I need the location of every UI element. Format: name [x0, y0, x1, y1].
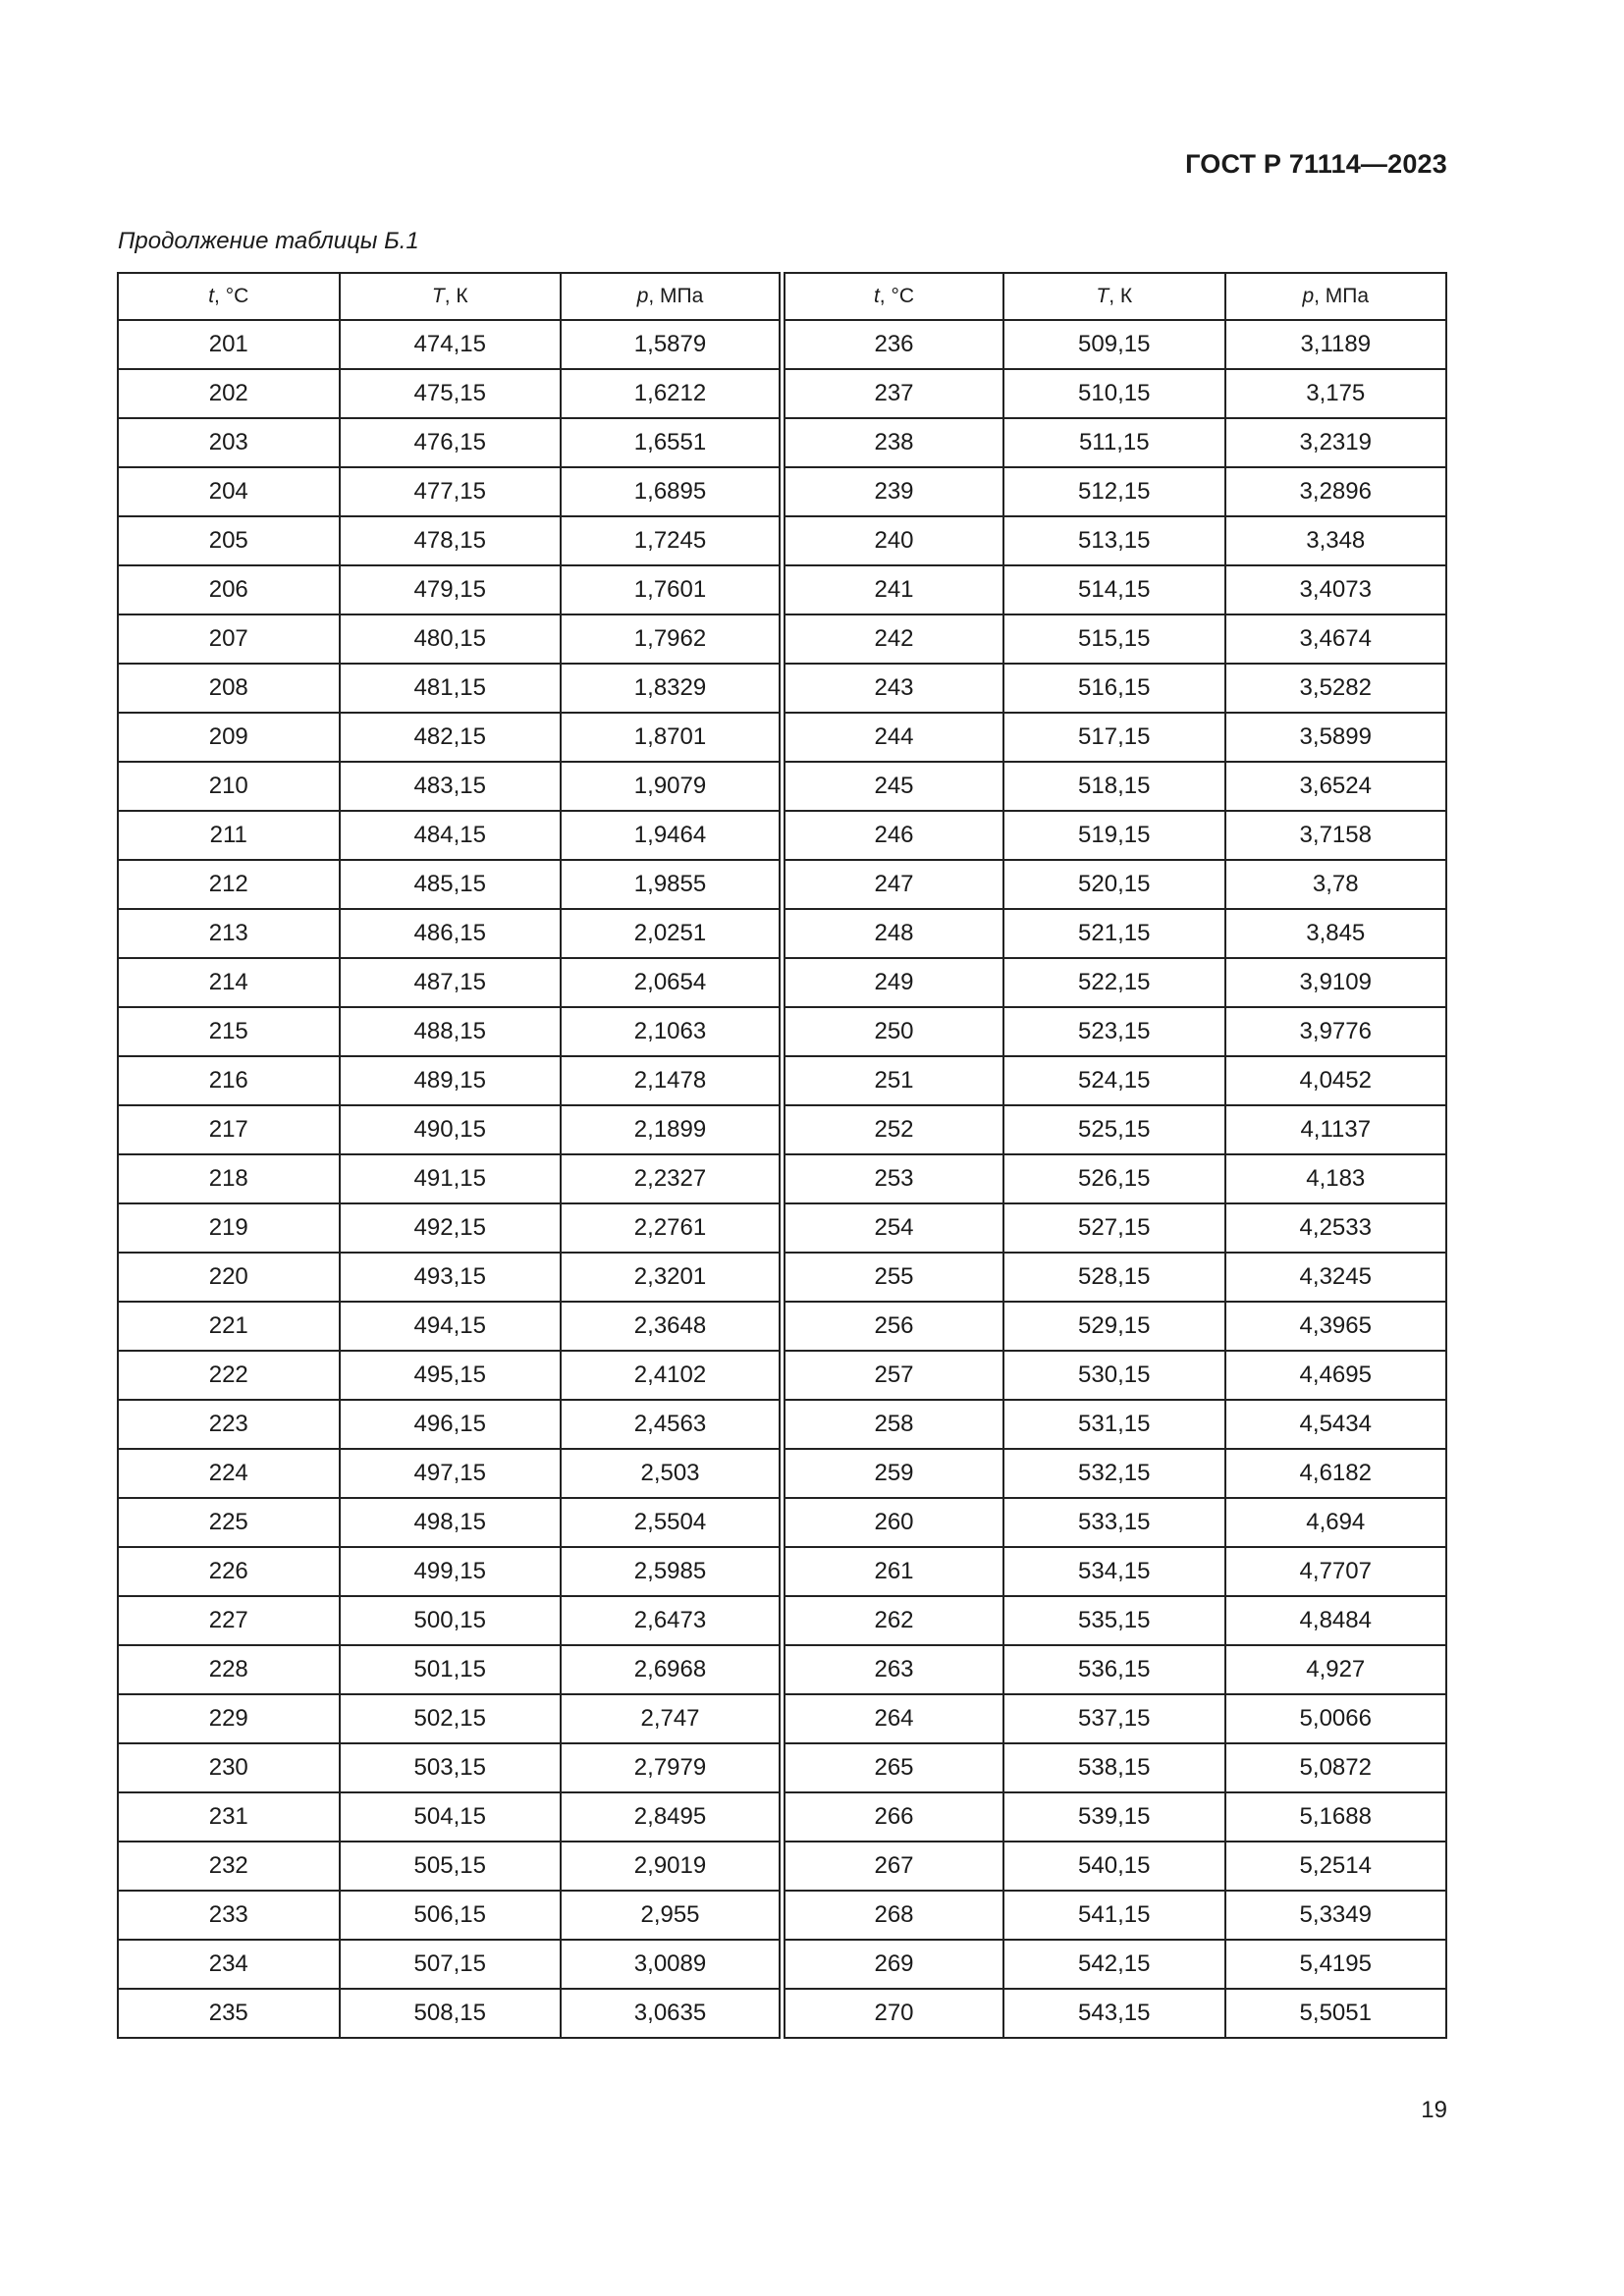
- table-cell-T-kelvin: 514,15: [1003, 565, 1225, 614]
- table-row: [118, 1351, 1446, 1400]
- table-cell-T-kelvin: 517,15: [1003, 713, 1225, 762]
- table-cell-t-celsius: 220: [118, 1253, 340, 1302]
- table-cell-p-mpa: 2,3648: [561, 1302, 783, 1351]
- table-cell-p-mpa: 4,1137: [1225, 1105, 1447, 1154]
- table-cell-t-celsius: 236: [783, 320, 1004, 369]
- table-cell-t-celsius: 249: [783, 958, 1004, 1007]
- column-symbol: p: [1302, 285, 1315, 307]
- table-cell-T-kelvin: 541,15: [1003, 1891, 1225, 1940]
- table-cell-t-celsius: 214: [118, 958, 340, 1007]
- table-cell-p-mpa: 4,6182: [1225, 1449, 1447, 1498]
- table-cell-p-mpa: 4,3965: [1225, 1302, 1447, 1351]
- table-cell-T-kelvin: 487,15: [340, 958, 562, 1007]
- table-cell-T-kelvin: 528,15: [1003, 1253, 1225, 1302]
- table-cell-T-kelvin: 507,15: [340, 1940, 562, 1989]
- table-cell-T-kelvin: 503,15: [340, 1743, 562, 1792]
- table-cell-T-kelvin: 543,15: [1003, 1989, 1225, 2038]
- column-header-p-mpa: [1225, 273, 1447, 320]
- table-cell-T-kelvin: 531,15: [1003, 1400, 1225, 1449]
- table-cell-T-kelvin: 484,15: [340, 811, 562, 860]
- table-caption: Продолжение таблицы Б.1: [118, 228, 419, 254]
- table-cell-T-kelvin: 483,15: [340, 762, 562, 811]
- table-cell-T-kelvin: 520,15: [1003, 860, 1225, 909]
- table-cell-t-celsius: 267: [783, 1842, 1004, 1891]
- table-cell-t-celsius: 266: [783, 1792, 1004, 1842]
- table-cell-t-celsius: 208: [118, 664, 340, 713]
- table-row: [118, 958, 1446, 1007]
- table-cell-p-mpa: 3,175: [1225, 369, 1447, 418]
- table-cell-t-celsius: 223: [118, 1400, 340, 1449]
- table-cell-p-mpa: 3,9776: [1225, 1007, 1447, 1056]
- table-cell-p-mpa: 5,0066: [1225, 1694, 1447, 1743]
- table-cell-t-celsius: 270: [783, 1989, 1004, 2038]
- table-row: [118, 1989, 1446, 2038]
- table-cell-T-kelvin: 486,15: [340, 909, 562, 958]
- table-cell-t-celsius: 234: [118, 1940, 340, 1989]
- table-cell-p-mpa: 2,5504: [561, 1498, 783, 1547]
- table-row: [118, 1596, 1446, 1645]
- column-header-t-celsius: [783, 273, 1004, 320]
- table-row: [118, 664, 1446, 713]
- table-cell-p-mpa: 4,7707: [1225, 1547, 1447, 1596]
- table-cell-p-mpa: 3,4073: [1225, 565, 1447, 614]
- table-cell-T-kelvin: 530,15: [1003, 1351, 1225, 1400]
- column-header-t-celsius: [118, 273, 340, 320]
- document-code: ГОСТ Р 71114—2023: [1185, 149, 1447, 179]
- table-cell-T-kelvin: 509,15: [1003, 320, 1225, 369]
- table-cell-t-celsius: 251: [783, 1056, 1004, 1105]
- table-cell-p-mpa: 4,3245: [1225, 1253, 1447, 1302]
- table-cell-T-kelvin: 493,15: [340, 1253, 562, 1302]
- column-unit: , °C: [879, 285, 915, 307]
- table-cell-T-kelvin: 532,15: [1003, 1449, 1225, 1498]
- table-cell-t-celsius: 222: [118, 1351, 340, 1400]
- table-cell-p-mpa: 1,8329: [561, 664, 783, 713]
- table-cell-T-kelvin: 542,15: [1003, 1940, 1225, 1989]
- table-row: [118, 811, 1446, 860]
- table-cell-p-mpa: 5,4195: [1225, 1940, 1447, 1989]
- table-cell-t-celsius: 216: [118, 1056, 340, 1105]
- table-row: [118, 1694, 1446, 1743]
- table-cell-T-kelvin: 505,15: [340, 1842, 562, 1891]
- table-row: [118, 1547, 1446, 1596]
- table-cell-T-kelvin: 521,15: [1003, 909, 1225, 958]
- table-cell-p-mpa: 2,2761: [561, 1203, 783, 1253]
- table-cell-p-mpa: 2,6473: [561, 1596, 783, 1645]
- table-cell-t-celsius: 243: [783, 664, 1004, 713]
- table-row: [118, 1645, 1446, 1694]
- table-cell-p-mpa: 1,9079: [561, 762, 783, 811]
- table-cell-p-mpa: 5,0872: [1225, 1743, 1447, 1792]
- table-row: [118, 1891, 1446, 1940]
- table-cell-p-mpa: 3,845: [1225, 909, 1447, 958]
- table-cell-t-celsius: 209: [118, 713, 340, 762]
- table-cell-t-celsius: 263: [783, 1645, 1004, 1694]
- table-cell-t-celsius: 269: [783, 1940, 1004, 1989]
- column-unit: , МПа: [648, 285, 704, 307]
- table-cell-t-celsius: 219: [118, 1203, 340, 1253]
- table-cell-T-kelvin: 522,15: [1003, 958, 1225, 1007]
- table-row: [118, 909, 1446, 958]
- table-cell-t-celsius: 258: [783, 1400, 1004, 1449]
- table-cell-p-mpa: 5,5051: [1225, 1989, 1447, 2038]
- table-cell-p-mpa: 3,0089: [561, 1940, 783, 1989]
- table-cell-t-celsius: 217: [118, 1105, 340, 1154]
- table-cell-T-kelvin: 540,15: [1003, 1842, 1225, 1891]
- table-cell-p-mpa: 2,1478: [561, 1056, 783, 1105]
- table-cell-T-kelvin: 511,15: [1003, 418, 1225, 467]
- table-cell-T-kelvin: 497,15: [340, 1449, 562, 1498]
- table-cell-t-celsius: 268: [783, 1891, 1004, 1940]
- table-cell-T-kelvin: 491,15: [340, 1154, 562, 1203]
- table-row: [118, 516, 1446, 565]
- table-cell-t-celsius: 264: [783, 1694, 1004, 1743]
- table-cell-t-celsius: 226: [118, 1547, 340, 1596]
- table-cell-T-kelvin: 506,15: [340, 1891, 562, 1940]
- table-cell-p-mpa: 2,6968: [561, 1645, 783, 1694]
- table-cell-p-mpa: 2,0251: [561, 909, 783, 958]
- table-cell-t-celsius: 215: [118, 1007, 340, 1056]
- table-cell-t-celsius: 211: [118, 811, 340, 860]
- table-cell-T-kelvin: 492,15: [340, 1203, 562, 1253]
- table-cell-T-kelvin: 524,15: [1003, 1056, 1225, 1105]
- table-cell-T-kelvin: 494,15: [340, 1302, 562, 1351]
- table-cell-t-celsius: 231: [118, 1792, 340, 1842]
- table-cell-t-celsius: 228: [118, 1645, 340, 1694]
- table-cell-p-mpa: 2,4102: [561, 1351, 783, 1400]
- table-cell-t-celsius: 233: [118, 1891, 340, 1940]
- table-cell-p-mpa: 1,9464: [561, 811, 783, 860]
- table-row: [118, 418, 1446, 467]
- table-row: [118, 1154, 1446, 1203]
- table-row: [118, 1743, 1446, 1792]
- table-cell-T-kelvin: 519,15: [1003, 811, 1225, 860]
- page-number: 19: [1421, 2097, 1447, 2123]
- table-cell-p-mpa: 3,2896: [1225, 467, 1447, 516]
- table-cell-t-celsius: 238: [783, 418, 1004, 467]
- table-cell-T-kelvin: 515,15: [1003, 614, 1225, 664]
- table-cell-t-celsius: 261: [783, 1547, 1004, 1596]
- saturation-pressure-table: [117, 272, 1447, 2039]
- table-row: [118, 1842, 1446, 1891]
- column-unit: , °C: [214, 285, 249, 307]
- table-cell-p-mpa: 2,7979: [561, 1743, 783, 1792]
- table-cell-t-celsius: 218: [118, 1154, 340, 1203]
- table-cell-p-mpa: 3,1189: [1225, 320, 1447, 369]
- table-cell-p-mpa: 1,8701: [561, 713, 783, 762]
- table-cell-T-kelvin: 481,15: [340, 664, 562, 713]
- table-row: [118, 1203, 1446, 1253]
- table-row: [118, 860, 1446, 909]
- table-cell-p-mpa: 2,0654: [561, 958, 783, 1007]
- table-cell-t-celsius: 241: [783, 565, 1004, 614]
- table-cell-T-kelvin: 490,15: [340, 1105, 562, 1154]
- table-cell-T-kelvin: 485,15: [340, 860, 562, 909]
- table-cell-t-celsius: 256: [783, 1302, 1004, 1351]
- table-row: [118, 1105, 1446, 1154]
- table-row: [118, 320, 1446, 369]
- column-unit: , К: [444, 285, 468, 307]
- table-header-row: [118, 273, 1446, 320]
- table-cell-p-mpa: 2,1899: [561, 1105, 783, 1154]
- table-cell-T-kelvin: 480,15: [340, 614, 562, 664]
- table-cell-p-mpa: 1,6895: [561, 467, 783, 516]
- table-cell-t-celsius: 207: [118, 614, 340, 664]
- table-cell-t-celsius: 250: [783, 1007, 1004, 1056]
- table-row: [118, 1940, 1446, 1989]
- table-cell-t-celsius: 202: [118, 369, 340, 418]
- column-symbol: T: [431, 285, 445, 307]
- table-cell-t-celsius: 244: [783, 713, 1004, 762]
- table-cell-t-celsius: 257: [783, 1351, 1004, 1400]
- table-cell-T-kelvin: 527,15: [1003, 1203, 1225, 1253]
- table-cell-T-kelvin: 535,15: [1003, 1596, 1225, 1645]
- table-cell-p-mpa: 2,503: [561, 1449, 783, 1498]
- table-row: [118, 713, 1446, 762]
- table-cell-t-celsius: 227: [118, 1596, 340, 1645]
- table-row: [118, 614, 1446, 664]
- table-cell-p-mpa: 4,927: [1225, 1645, 1447, 1694]
- table-body: [118, 320, 1446, 2038]
- table-cell-T-kelvin: 501,15: [340, 1645, 562, 1694]
- table-row: [118, 1498, 1446, 1547]
- table-cell-T-kelvin: 499,15: [340, 1547, 562, 1596]
- column-header-T-kelvin: [340, 273, 562, 320]
- table-cell-p-mpa: 3,7158: [1225, 811, 1447, 860]
- table-cell-T-kelvin: 496,15: [340, 1400, 562, 1449]
- column-header-p-mpa: [561, 273, 783, 320]
- table-row: [118, 467, 1446, 516]
- table-cell-p-mpa: 4,2533: [1225, 1203, 1447, 1253]
- table-cell-t-celsius: 212: [118, 860, 340, 909]
- table-cell-p-mpa: 3,4674: [1225, 614, 1447, 664]
- table-cell-p-mpa: 5,2514: [1225, 1842, 1447, 1891]
- table-row: [118, 1253, 1446, 1302]
- table-cell-t-celsius: 235: [118, 1989, 340, 2038]
- table-cell-t-celsius: 254: [783, 1203, 1004, 1253]
- table-cell-t-celsius: 248: [783, 909, 1004, 958]
- table-cell-T-kelvin: 495,15: [340, 1351, 562, 1400]
- table-cell-p-mpa: 1,6551: [561, 418, 783, 467]
- table-cell-p-mpa: 3,0635: [561, 1989, 783, 2038]
- table-cell-T-kelvin: 525,15: [1003, 1105, 1225, 1154]
- table-cell-p-mpa: 2,5985: [561, 1547, 783, 1596]
- table-cell-t-celsius: 252: [783, 1105, 1004, 1154]
- table-cell-t-celsius: 242: [783, 614, 1004, 664]
- table-cell-T-kelvin: 475,15: [340, 369, 562, 418]
- table-cell-t-celsius: 265: [783, 1743, 1004, 1792]
- table-cell-t-celsius: 240: [783, 516, 1004, 565]
- table-cell-t-celsius: 229: [118, 1694, 340, 1743]
- table-cell-p-mpa: 1,6212: [561, 369, 783, 418]
- table-cell-t-celsius: 210: [118, 762, 340, 811]
- table-row: [118, 565, 1446, 614]
- table-cell-p-mpa: 3,9109: [1225, 958, 1447, 1007]
- table-cell-t-celsius: 247: [783, 860, 1004, 909]
- table-cell-t-celsius: 221: [118, 1302, 340, 1351]
- table-cell-t-celsius: 224: [118, 1449, 340, 1498]
- table-cell-p-mpa: 3,5899: [1225, 713, 1447, 762]
- table-cell-t-celsius: 259: [783, 1449, 1004, 1498]
- table-row: [118, 1056, 1446, 1105]
- table-row: [118, 1007, 1446, 1056]
- table-cell-T-kelvin: 513,15: [1003, 516, 1225, 565]
- table-cell-p-mpa: 1,9855: [561, 860, 783, 909]
- table-cell-p-mpa: 2,747: [561, 1694, 783, 1743]
- table-cell-T-kelvin: 523,15: [1003, 1007, 1225, 1056]
- table-cell-p-mpa: 4,183: [1225, 1154, 1447, 1203]
- table-cell-p-mpa: 1,7601: [561, 565, 783, 614]
- table-cell-t-celsius: 260: [783, 1498, 1004, 1547]
- table-cell-t-celsius: 204: [118, 467, 340, 516]
- table-cell-t-celsius: 239: [783, 467, 1004, 516]
- table-cell-p-mpa: 2,1063: [561, 1007, 783, 1056]
- table-cell-t-celsius: 203: [118, 418, 340, 467]
- saturation-pressure-table-container: [117, 272, 1447, 2039]
- table-cell-p-mpa: 4,5434: [1225, 1400, 1447, 1449]
- table-cell-p-mpa: 2,8495: [561, 1792, 783, 1842]
- table-cell-T-kelvin: 533,15: [1003, 1498, 1225, 1547]
- table-cell-p-mpa: 1,7245: [561, 516, 783, 565]
- table-cell-p-mpa: 2,9019: [561, 1842, 783, 1891]
- table-row: [118, 1792, 1446, 1842]
- table-cell-T-kelvin: 539,15: [1003, 1792, 1225, 1842]
- table-row: [118, 762, 1446, 811]
- table-cell-T-kelvin: 537,15: [1003, 1694, 1225, 1743]
- table-cell-t-celsius: 255: [783, 1253, 1004, 1302]
- table-cell-t-celsius: 230: [118, 1743, 340, 1792]
- column-unit: , К: [1109, 285, 1133, 307]
- table-cell-T-kelvin: 512,15: [1003, 467, 1225, 516]
- table-cell-p-mpa: 2,3201: [561, 1253, 783, 1302]
- table-cell-T-kelvin: 516,15: [1003, 664, 1225, 713]
- table-cell-t-celsius: 205: [118, 516, 340, 565]
- table-cell-p-mpa: 4,0452: [1225, 1056, 1447, 1105]
- table-cell-p-mpa: 1,7962: [561, 614, 783, 664]
- column-symbol: T: [1096, 285, 1110, 307]
- table-cell-T-kelvin: 538,15: [1003, 1743, 1225, 1792]
- table-cell-T-kelvin: 508,15: [340, 1989, 562, 2038]
- table-cell-T-kelvin: 482,15: [340, 713, 562, 762]
- table-cell-T-kelvin: 526,15: [1003, 1154, 1225, 1203]
- table-cell-p-mpa: 3,6524: [1225, 762, 1447, 811]
- table-cell-t-celsius: 225: [118, 1498, 340, 1547]
- table-cell-p-mpa: 3,78: [1225, 860, 1447, 909]
- table-row: [118, 1449, 1446, 1498]
- table-cell-t-celsius: 232: [118, 1842, 340, 1891]
- table-cell-T-kelvin: 474,15: [340, 320, 562, 369]
- table-cell-p-mpa: 3,2319: [1225, 418, 1447, 467]
- table-cell-p-mpa: 5,3349: [1225, 1891, 1447, 1940]
- table-cell-T-kelvin: 536,15: [1003, 1645, 1225, 1694]
- table-cell-T-kelvin: 489,15: [340, 1056, 562, 1105]
- table-cell-p-mpa: 2,955: [561, 1891, 783, 1940]
- table-row: [118, 1302, 1446, 1351]
- column-symbol: t: [873, 285, 880, 307]
- table-cell-T-kelvin: 479,15: [340, 565, 562, 614]
- table-cell-T-kelvin: 500,15: [340, 1596, 562, 1645]
- table-cell-T-kelvin: 478,15: [340, 516, 562, 565]
- table-cell-p-mpa: 4,4695: [1225, 1351, 1447, 1400]
- table-cell-T-kelvin: 504,15: [340, 1792, 562, 1842]
- table-cell-t-celsius: 201: [118, 320, 340, 369]
- table-cell-t-celsius: 246: [783, 811, 1004, 860]
- table-cell-t-celsius: 213: [118, 909, 340, 958]
- table-cell-p-mpa: 3,348: [1225, 516, 1447, 565]
- table-cell-p-mpa: 5,1688: [1225, 1792, 1447, 1842]
- column-unit: , МПа: [1314, 285, 1370, 307]
- table-header: [118, 273, 1446, 320]
- table-cell-T-kelvin: 488,15: [340, 1007, 562, 1056]
- column-symbol: t: [208, 285, 215, 307]
- table-cell-T-kelvin: 498,15: [340, 1498, 562, 1547]
- table-cell-T-kelvin: 529,15: [1003, 1302, 1225, 1351]
- table-cell-p-mpa: 3,5282: [1225, 664, 1447, 713]
- table-cell-t-celsius: 206: [118, 565, 340, 614]
- table-cell-p-mpa: 4,8484: [1225, 1596, 1447, 1645]
- table-cell-p-mpa: 2,2327: [561, 1154, 783, 1203]
- column-header-T-kelvin: [1003, 273, 1225, 320]
- table-cell-T-kelvin: 534,15: [1003, 1547, 1225, 1596]
- table-cell-T-kelvin: 518,15: [1003, 762, 1225, 811]
- table-row: [118, 369, 1446, 418]
- column-symbol: p: [636, 285, 649, 307]
- table-cell-T-kelvin: 510,15: [1003, 369, 1225, 418]
- table-cell-t-celsius: 253: [783, 1154, 1004, 1203]
- table-cell-t-celsius: 237: [783, 369, 1004, 418]
- table-cell-p-mpa: 4,694: [1225, 1498, 1447, 1547]
- table-cell-T-kelvin: 476,15: [340, 418, 562, 467]
- table-cell-T-kelvin: 502,15: [340, 1694, 562, 1743]
- table-cell-p-mpa: 2,4563: [561, 1400, 783, 1449]
- table-cell-t-celsius: 262: [783, 1596, 1004, 1645]
- table-cell-p-mpa: 1,5879: [561, 320, 783, 369]
- table-cell-T-kelvin: 477,15: [340, 467, 562, 516]
- table-row: [118, 1400, 1446, 1449]
- table-cell-t-celsius: 245: [783, 762, 1004, 811]
